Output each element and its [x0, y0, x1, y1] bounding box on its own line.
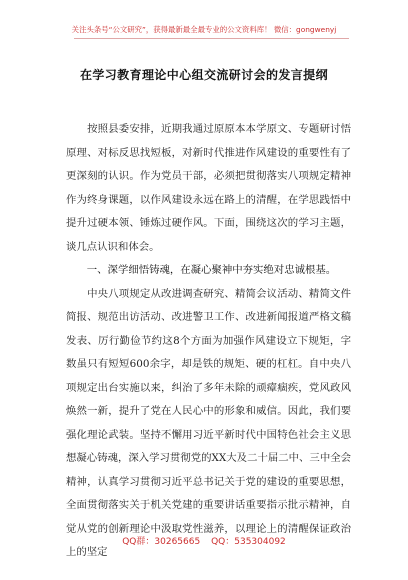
document-title: 在学习教育理论中心组交流研讨会的发言提纲 [79, 68, 328, 82]
section-heading-1: 一、深学细悟铸魂，在凝心聚神中夯实绝对忠诚根基。 [66, 264, 337, 276]
document-body [66, 118, 351, 565]
paragraph-intro: 按照县委安排，近期我通过原原本本学原文、专题研讨悟原理、对标反思找短板，对新时代推进作风建设的重要性有了更深刻的认识。作为党员干部，必须把贯彻落实八项规定精神作为终身课题，以作风建设永远在路上的清醒，在学思践悟中提升过硬本领、锤炼过硬作风。下面，围绕这次的学习主题，谈几点认识和体会。 [66, 123, 351, 253]
footer-qq: QQ：535304092 [211, 537, 286, 547]
footer-contact [0, 534, 408, 547]
footer-qq-group: QQ群：30265665 [122, 537, 201, 547]
paragraph-body: 中央八项规定从改进调查研究、精简会议活动、精简文件简报、规范出访活动、改进警卫工作、改进新闻报道严格文稿发表、厉行勤俭节约这8个方面为加强作风建设立下规矩，字数虽只有短短600余字，却是铁的规矩、硬的杠杠。自中央八项规定出台实施以来，纠治了多年未除的顽瘴痼疾，党风政风焕然一新，提升了党在人民心中的形象和威信。因此，我们要强化理论武装。坚持不懈用习近平新时代中国特色社会主义思想凝心铸魂，深入学习贯彻党的XX大及二十届二中、三中全会精神，认真学习贯彻习近平总书记关于党的建设的重要思想，全面贯彻落实关于机关党建的重要讲话重要指示批示精神，自觉从党的创新理论中汲取党性滋养，以理论上的清醒保证政治上的坚定 [66, 287, 351, 558]
header-note: 关注头条号“公文研究”，获得最新最全最专业的公文资料库！ 微信：gongwenyj [71, 25, 337, 34]
header-divider [74, 38, 349, 39]
